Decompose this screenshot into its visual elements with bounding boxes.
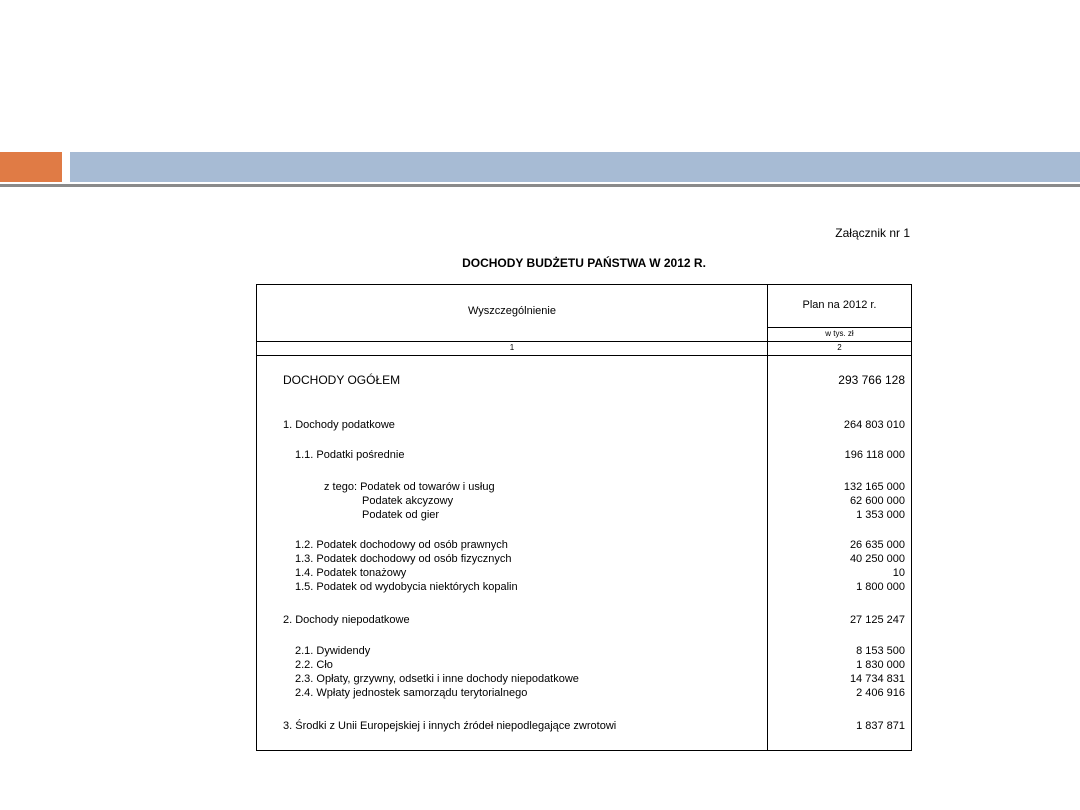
row-value: 8 153 500: [856, 645, 905, 657]
row-value: 196 118 000: [844, 449, 905, 461]
budget-table: [256, 284, 912, 751]
table-row: [257, 494, 911, 508]
row-value: 132 165 000: [843, 481, 905, 493]
unit-label: w tys. zł: [825, 329, 854, 338]
row-label: 1.4. Podatek tonażowy: [295, 567, 407, 579]
row-value: 2 406 916: [856, 687, 905, 699]
row-label: 1. Dochody podatkowe: [283, 419, 395, 431]
table-row: [257, 448, 911, 462]
row-label: 1.5. Podatek od wydobycia niektórych kopalin: [295, 581, 518, 593]
table-row: [257, 480, 911, 494]
row-label: 1.3. Podatek dochodowy od osób fizycznych: [295, 553, 512, 565]
table-row: [257, 580, 911, 594]
table-row: [257, 566, 911, 580]
table-row: [257, 613, 911, 627]
table-row: [257, 552, 911, 566]
row-value: 14 734 831: [849, 673, 905, 685]
slide-header-underline: [0, 184, 1080, 187]
row-label: z tego: Podatek od towarów i usług: [324, 481, 495, 493]
table-row: [257, 719, 911, 733]
table-row: [257, 644, 911, 658]
table-row: [257, 373, 911, 387]
row-value: 264 803 010: [843, 419, 905, 431]
table-row: [257, 538, 911, 552]
slide-accent-orange: [0, 152, 62, 182]
row-label: 2. Dochody niepodatkowe: [283, 614, 410, 626]
table-row: [257, 686, 911, 700]
row-label: 1.2. Podatek dochodowy od osób prawnych: [295, 539, 508, 551]
row-label: 2.3. Opłaty, grzywny, odsetki i inne dochody niepodatkowe: [295, 673, 579, 685]
row-label: 2.1. Dywidendy: [295, 645, 371, 657]
number-row-divider: [257, 355, 911, 356]
column-number-1: 1: [509, 343, 515, 352]
row-label: DOCHODY OGÓŁEM: [283, 373, 401, 387]
unit-divider: [768, 327, 911, 328]
table-row: [257, 508, 911, 522]
row-value: 1 353 000: [856, 509, 905, 521]
row-label: 2.2. Cło: [295, 659, 333, 671]
table-row: [257, 658, 911, 672]
annex-label: Załącznik nr 1: [835, 226, 910, 240]
row-label: 2.4. Wpłaty jednostek samorządu terytorialnego: [295, 687, 528, 699]
row-value: 27 125 247: [849, 614, 905, 626]
row-value: 1 830 000: [856, 659, 905, 671]
row-label: Podatek akcyzowy: [362, 495, 454, 507]
slide-header-bar: [70, 152, 1080, 182]
row-label: 3. Środki z Unii Europejskiej i innych źródeł niepodlegające zwrotowi: [283, 720, 617, 732]
row-label: Podatek od gier: [362, 509, 440, 521]
row-value: 293 766 128: [838, 373, 905, 387]
column-header-plan: Plan na 2012 r.: [802, 299, 877, 311]
table-row: [257, 672, 911, 686]
row-value: 1 800 000: [856, 581, 905, 593]
row-value: 1 837 871: [856, 720, 905, 732]
row-value: 10: [892, 567, 905, 579]
column-header-description: Wyszczególnienie: [468, 305, 556, 317]
row-value: 26 635 000: [849, 539, 905, 551]
row-label: 1.1. Podatki pośrednie: [295, 449, 405, 461]
column-number-2: 2: [837, 343, 842, 352]
row-value: 62 600 000: [849, 495, 905, 507]
header-divider: [257, 341, 911, 342]
document-title: DOCHODY BUDŻETU PAŃSTWA W 2012 R.: [462, 256, 706, 270]
table-row: [257, 418, 911, 432]
row-value: 40 250 000: [849, 553, 905, 565]
